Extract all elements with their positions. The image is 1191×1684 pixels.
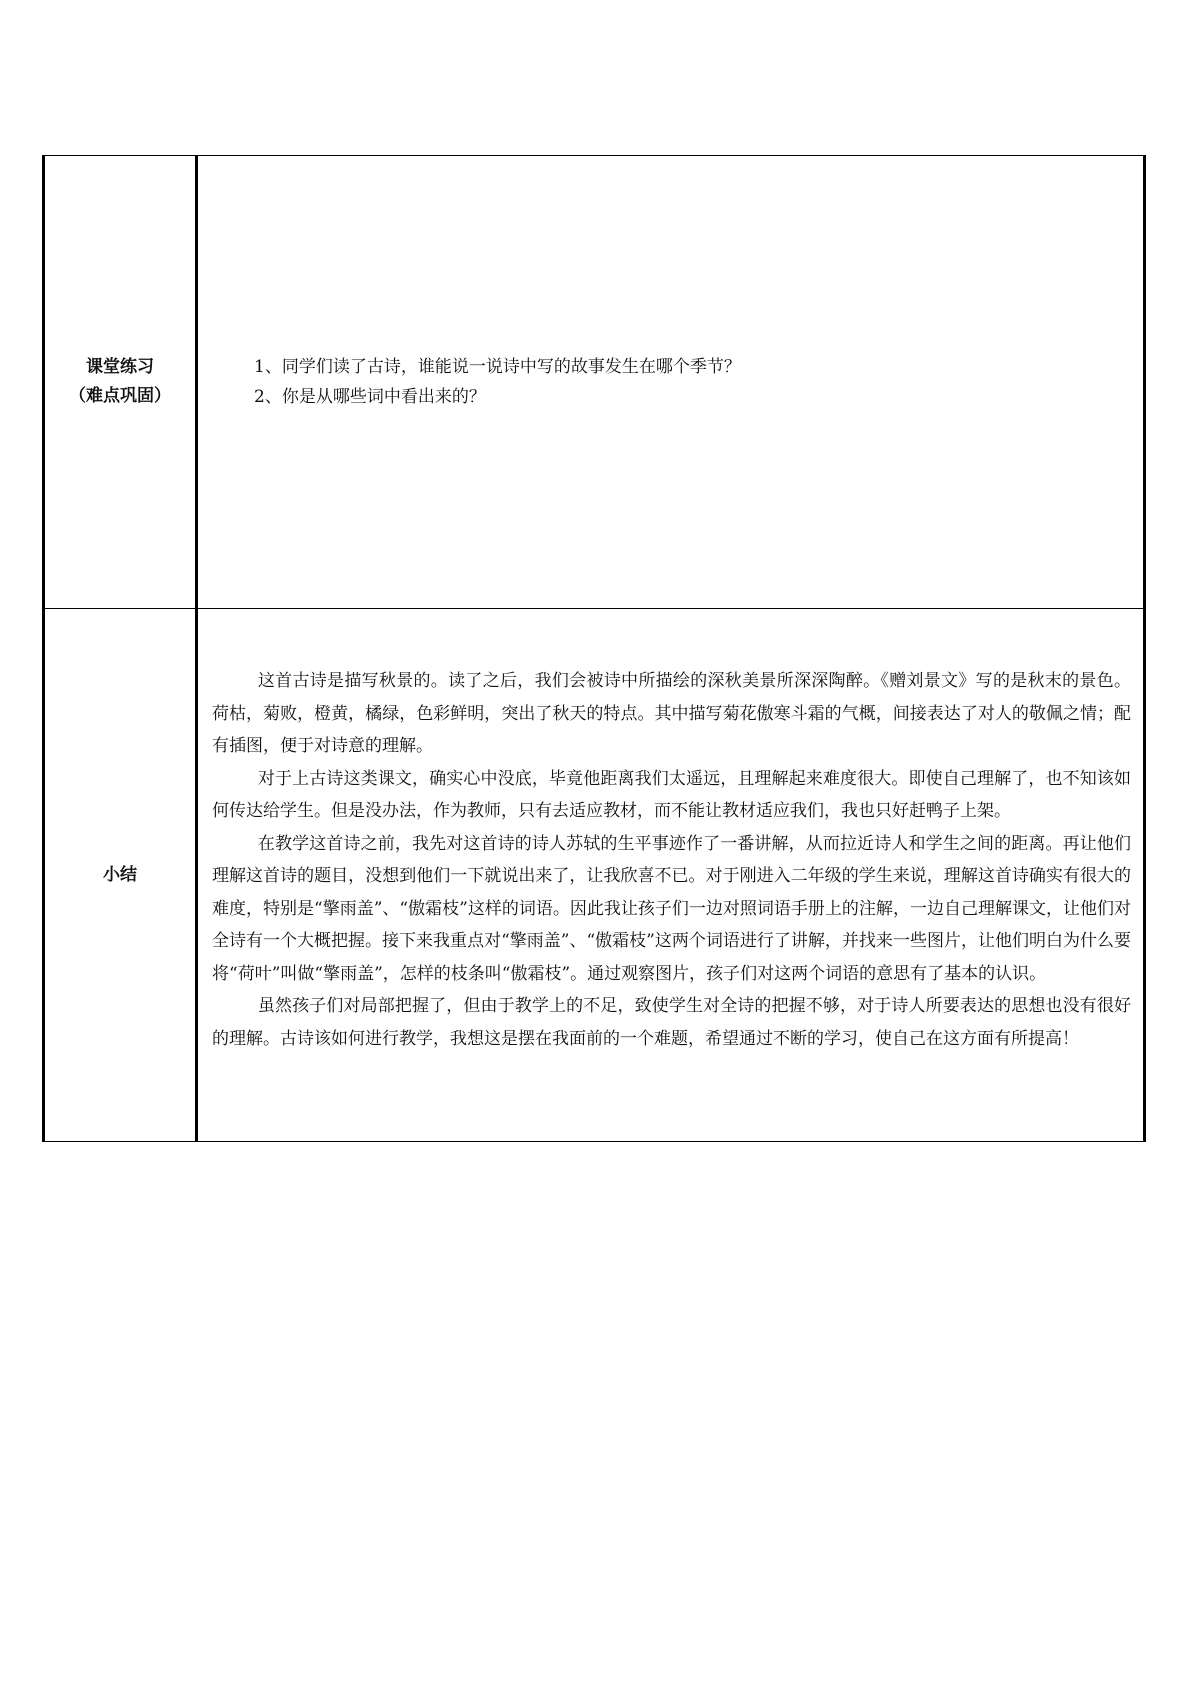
summary-content-cell: [197, 609, 1145, 1142]
summary-paragraph-4: 虽然孩子们对局部把握了，但由于教学上的不足，致使学生对全诗的把握不够，对于诗人所要表达的思想也没有很好的理解。古诗该如何进行教学，我想这是摆在我面前的一个难题，希望通过不断的学习，使自己在这方面有所提高！: [212, 996, 1131, 1049]
table-row-summary: [44, 609, 1145, 1142]
lesson-plan-table: [42, 155, 1146, 1142]
practice-label-cell: [44, 156, 197, 609]
practice-label-title: 课堂练习: [86, 357, 154, 377]
summary-paragraph-3: 在教学这首诗之前，我先对这首诗的诗人苏轼的生平事迹作了一番讲解，从而拉近诗人和学生之间的距离。再让他们理解这首诗的题目，没想到他们一下就说出来了，让我欣喜不已。对于刚进入二年级的学生来说，理解这首诗确实有很大的难度，特别是“擎雨盖”、“傲霜枝”这样的词语。因此我让孩子们一边对照词语手册上的注解，一边自己理解课文，让他们对全诗有一个大概把握。接下来我重点对“擎雨盖”、“傲霜枝”这两个词语进行了讲解，并找来一些图片，让他们明白为什么要将“荷叶”叫做“擎雨盖”，怎样的枝条叫“傲霜枝”。通过观察图片，孩子们对这两个词语的意思有了基本的认识。: [212, 833, 1131, 984]
practice-question-2: 2、你是从哪些词中看出来的？: [254, 387, 486, 407]
summary-label-title: 小结: [103, 864, 137, 885]
table-row-practice: [44, 156, 1145, 609]
practice-label-subtitle: （难点巩固）: [69, 386, 171, 406]
practice-question-1: 1、同学们读了古诗，谁能说一说诗中写的故事发生在哪个季节？: [254, 357, 741, 377]
summary-paragraph-1: 这首古诗是描写秋景的。读了之后，我们会被诗中所描绘的深秋美景所深深陶醉。《赠刘景文》写的是秋末的景色。荷枯，菊败，橙黄，橘绿，色彩鲜明，突出了秋天的特点。其中描写菊花傲寒斗霜的气概，间接表达了对人的敬佩之情；配有插图，便于对诗意的理解。: [212, 671, 1131, 756]
summary-label-cell: [44, 609, 197, 1142]
summary-paragraph-2: 对于上古诗这类课文，确实心中没底，毕竟他距离我们太遥远，且理解起来难度很大。即使自己理解了，也不知该如何传达给学生。但是没办法，作为教师，只有去适应教材，而不能让教材适应我们，我也只好赶鸭子上架。: [212, 768, 1131, 821]
practice-question-list: [198, 352, 1143, 412]
summary-body: [198, 665, 1143, 1055]
practice-content-cell: [197, 156, 1145, 609]
